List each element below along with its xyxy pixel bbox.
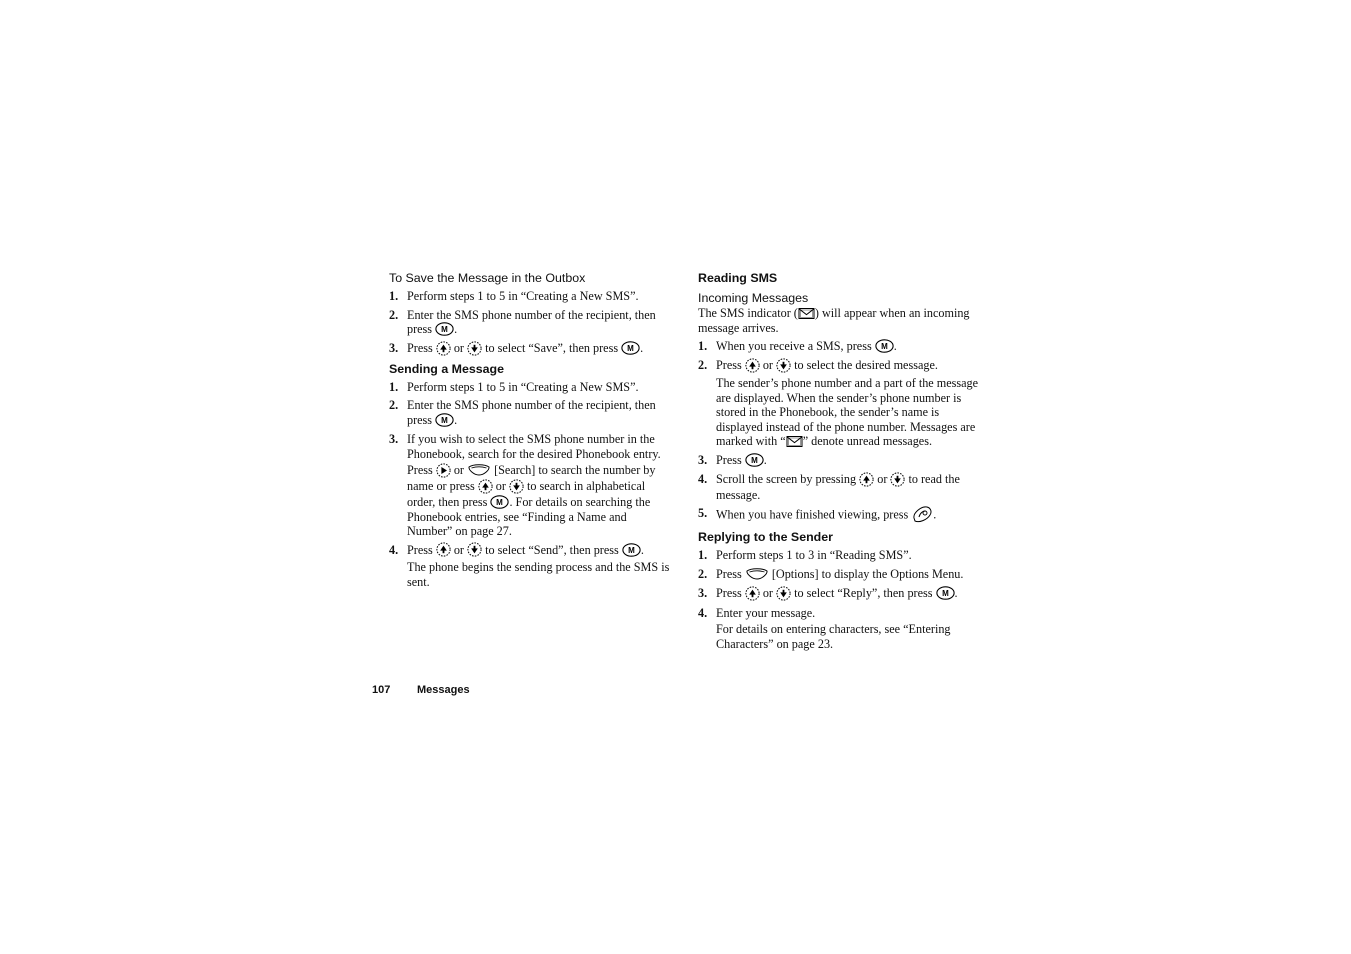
save-steps	[389, 289, 671, 357]
list-item: 2. Enter the SMS phone number of the recipient, then press M .	[389, 398, 656, 427]
list-item: 3. Press M .	[698, 452, 767, 467]
down-arrow-key-icon	[509, 479, 524, 494]
envelope-icon	[798, 307, 815, 320]
step-note: Press or [Search] to search the number by name or press or to search in alphabetical order, then press M . For details on searching the Phonebook entries, see “Finding a Name and Number” on page 27.	[407, 463, 656, 539]
up-arrow-key-icon	[859, 472, 874, 487]
up-arrow-key-icon	[436, 542, 451, 557]
list-item: 1. Perform steps 1 to 5 in “Creating a New SMS”.	[389, 379, 639, 394]
list-item: 3. Press or to select “Reply”, then press M .	[698, 585, 958, 600]
m-key-icon	[622, 543, 641, 557]
m-key-icon	[490, 495, 509, 509]
sending-title: Sending a Message	[389, 361, 504, 376]
page-footer	[372, 684, 470, 696]
m-key-icon	[435, 322, 454, 336]
left-column	[389, 270, 671, 593]
down-arrow-key-icon	[890, 472, 905, 487]
step-note: The sender’s phone number and a part of the message are displayed. When the sender’s phone number is stored in the Phonebook, the sender’s name is displayed instead of the phone number. Messages are marked with “ ” denote unread messages.	[716, 376, 979, 449]
reply-steps	[698, 548, 980, 651]
soft-key-icon	[467, 463, 491, 477]
svg-text:M: M	[627, 545, 635, 555]
list-item: 2. Press or to select the desired message. The sender’s phone number and a part of the message are displayed. When the sender’s phone number is stored in the Phonebook, the sender’s name is displayed instead of the phone number. Messages are marked with “ ” denote unread messages.	[698, 358, 979, 449]
up-arrow-key-icon	[478, 479, 493, 494]
svg-text:M: M	[941, 589, 949, 599]
right-column	[698, 270, 980, 655]
list-item: 2. Press [Options] to display the Options Menu.	[698, 566, 964, 581]
reading-steps	[698, 339, 980, 525]
down-arrow-key-icon	[776, 358, 791, 373]
svg-text:M: M	[441, 325, 448, 335]
list-item: 1. Perform steps 1 to 5 in “Creating a New SMS”.	[389, 289, 639, 303]
svg-text:M: M	[627, 344, 634, 354]
envelope-icon	[786, 435, 803, 448]
end-key-icon	[911, 505, 933, 524]
down-arrow-key-icon	[776, 586, 791, 601]
reading-title: Reading SMS	[698, 271, 778, 285]
m-key-icon	[621, 341, 640, 355]
down-arrow-key-icon	[467, 341, 482, 356]
svg-text:M: M	[496, 497, 504, 507]
page-number: 107	[372, 684, 391, 696]
right-arrow-key-icon	[436, 463, 451, 478]
list-item: 4. Scroll the screen by pressing or to read the message.	[698, 472, 960, 502]
up-arrow-key-icon	[745, 358, 760, 373]
down-arrow-key-icon	[467, 542, 482, 557]
m-key-icon	[745, 453, 764, 467]
list-item: 5. When you have finished viewing, press .	[698, 506, 980, 525]
intro-text: The SMS indicator ( ) will appear when an incoming message arrives.	[698, 306, 970, 335]
list-item: 3. If you wish to select the SMS phone number in the Phonebook, search for the desired Phonebook entry. Press or [Search] to search the number by name or press or to search in alphabetical order, then press M . For details on searching the Phonebook entries, see “Finding a Name and Number” on page 27.	[389, 432, 671, 539]
list-item: 1. When you receive a SMS, press M .	[698, 339, 897, 354]
list-item: 1. Perform steps 1 to 3 in “Reading SMS”.	[698, 548, 912, 563]
sending-steps	[389, 380, 671, 590]
list-item: 3. Press or to select “Save”, then press M .	[389, 341, 644, 356]
soft-key-icon	[745, 567, 769, 581]
m-key-icon	[435, 413, 454, 427]
section-name: Messages	[417, 684, 470, 696]
up-arrow-key-icon	[745, 586, 760, 601]
step-note: For details on entering characters, see “Entering Characters” on page 23.	[716, 622, 951, 651]
svg-text:M: M	[441, 416, 448, 426]
save-outbox-title: To Save the Message in the Outbox	[389, 271, 586, 285]
up-arrow-key-icon	[436, 341, 451, 356]
replying-title: Replying to the Sender	[698, 530, 833, 545]
step-note: The phone begins the sending process and the SMS is sent.	[407, 560, 670, 589]
list-item: 4. Enter your message. For details on entering characters, see “Entering Characters” on page 23.	[698, 606, 980, 652]
svg-text:M: M	[880, 342, 888, 352]
incoming-subtitle: Incoming Messages	[698, 291, 809, 305]
svg-text:M: M	[750, 456, 758, 466]
list-item: 4. Press or to select “Send”, then press M . The phone begins the sending process and the SMS is sent.	[389, 542, 670, 589]
m-key-icon	[875, 339, 894, 353]
m-key-icon	[936, 586, 955, 600]
list-item: 2. Enter the SMS phone number of the recipient, then press M .	[389, 307, 656, 336]
